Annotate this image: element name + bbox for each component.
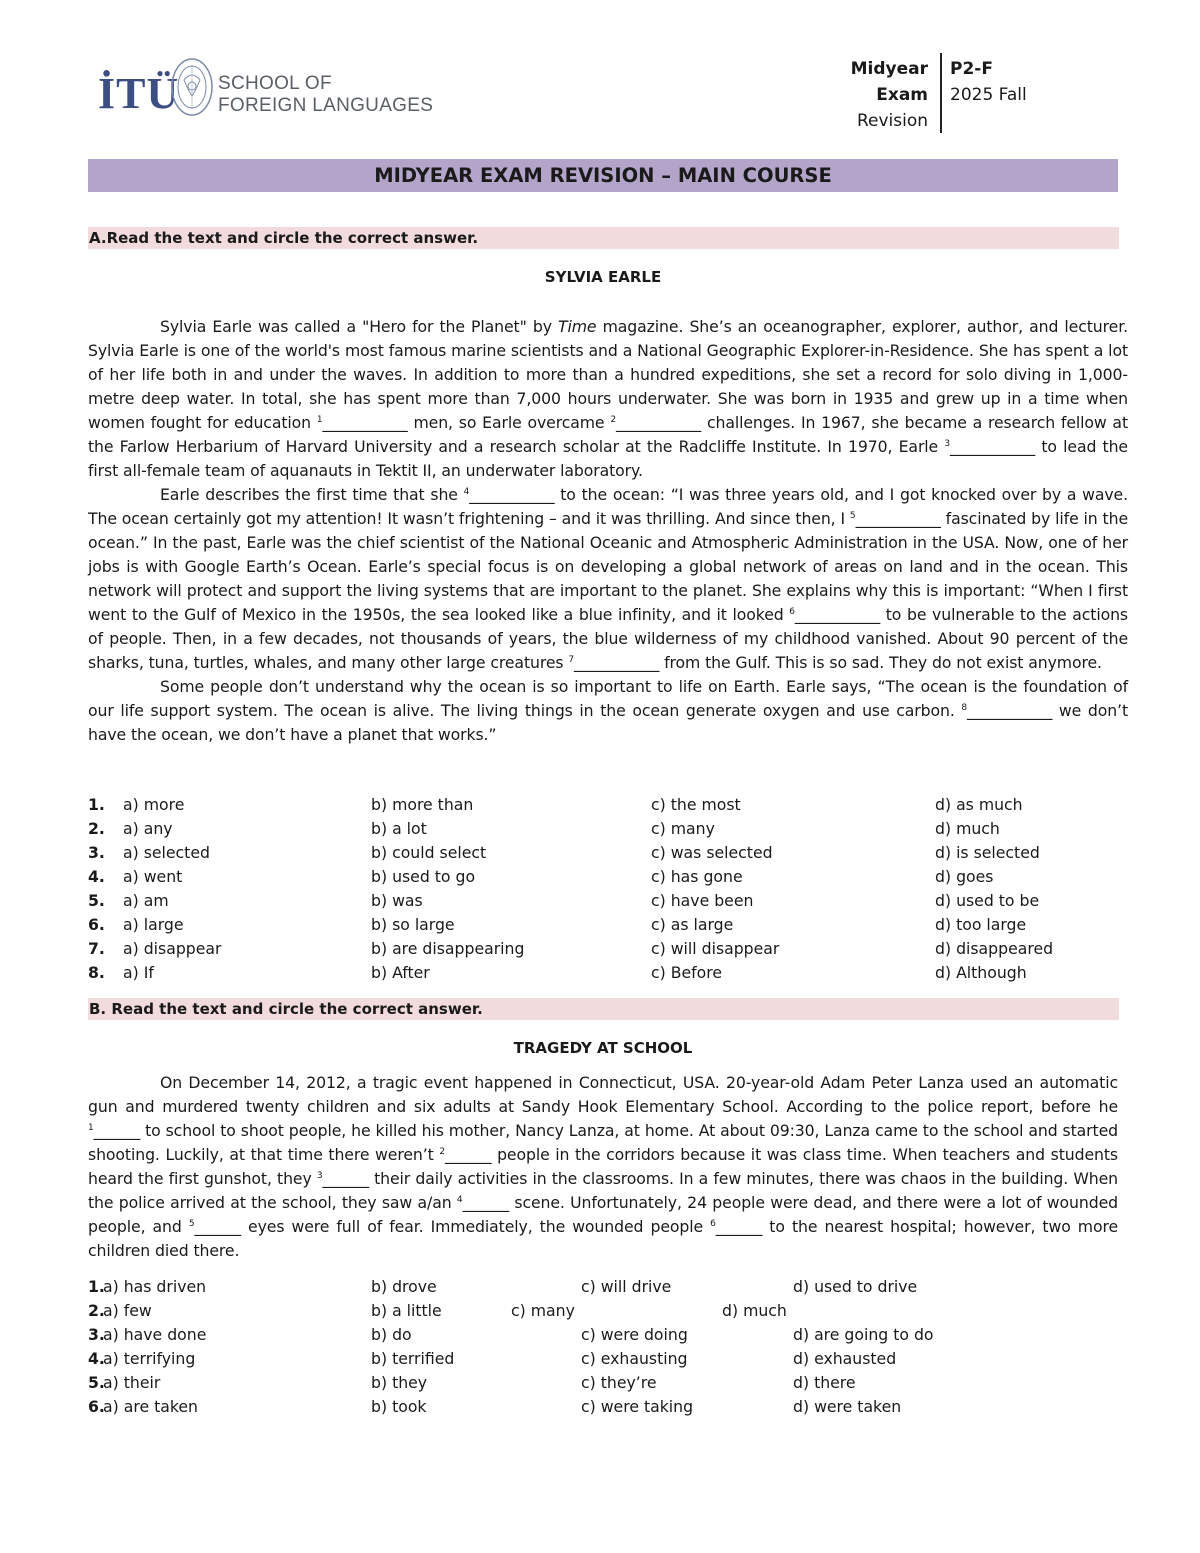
option-d[interactable]: d) is selected (935, 843, 1040, 862)
option-d[interactable]: d) goes (935, 867, 994, 886)
exam-type (780, 56, 928, 134)
option-d[interactable]: d) used to be (935, 891, 1040, 910)
passage-a-paragraph-2: Earle describes the first time that she $^4$___________ to the ocean: “I was three years old, and I got knocked over by a wave. The ocean certainly got my attention! It wasn’t frightening – and it was thrilling. And since then, I $^5$___________ fascinated by life in the ocean.” In the past, Earle was the chief scientist of the National Oceanic and Atmospheric Administration in the USA. Now, one of her jobs is with Google Earth’s Ocean. Earle’s special focus is on developing a global network of areas on land and in the ocean. This network will protect and support the living systems that are important to the planet. She explains why this is important: “When I first went to the Gulf of Mexico in the 1950s, the sea looked like a blue infinity, and it looked $^6$___________ to be vulnerable to the actions of people. Then, in a few decades, not thousands of years, the blue wilderness of my childhood vanished. About 90 percent of the sharks, tuna, turtles, whales, and many other large creatures $^7$___________ from the Gulf. This is so sad. They do not exist anymore. (88, 485, 1128, 672)
option-b[interactable]: b) a little (371, 1301, 442, 1320)
question-number: 2. (88, 819, 105, 838)
question-number: 1. (88, 795, 105, 814)
option-c[interactable]: c) the most (651, 795, 741, 814)
header-divider (940, 53, 942, 133)
option-d[interactable]: d) as much (935, 795, 1023, 814)
option-d[interactable]: d) disappeared (935, 939, 1054, 958)
gap-blank: ___________ (855, 509, 941, 528)
gap-blank: ______ (93, 1121, 141, 1140)
option-a[interactable]: a) disappear (123, 939, 222, 958)
question-number: 6. (88, 1397, 105, 1416)
option-c[interactable]: c) Before (651, 963, 723, 982)
passage-b-paragraph-1: On December 14, 2012, a tragic event happened in Connecticut, USA. 20-year-old Adam Peter Lanza used an automatic gun and murdered twenty children and six adults at Sandy Hook Elementary School. According to the police report, before he $^1$______ to school to shoot people, he killed his mother, Nancy Lanza, at home. At about 09:30, Lanza came to the school and started shooting. Luckily, at that time there weren’t $^2$______ people in the corridors because it was class time. When teachers and students heard the first gunshot, they $^3$______ their daily activities in the classrooms. In a few minutes, there was chaos in the building. When the police arrived at the school, they saw a/an $^4$______ scene. Unfortunately, 24 people were dead, and there were a lot of wounded people, and $^5$______ eyes were full of fear. Immediately, the wounded people $^6$______ to the nearest hospital; however, two more children died there. (88, 1073, 1119, 1260)
question-number: 5. (88, 891, 105, 910)
level-code: P2-F (950, 59, 993, 79)
passage-a-paragraph-1: Sylvia Earle was called a "Hero for the Planet" by Time magazine. She’s an oceanographer, explorer, author, and lecturer. Sylvia Earle is one of the world's most famous marine scientists and a National Geographic Explorer-in-Residence. She has spent a lot of her life both in and under the waves. In addition to more than a hundred expeditions, she set a record for solo diving in 1,000-metre deep water. In total, she has spent more than 7,000 hours underwater. She was born in 1935 and grew up in a time when women fought for education $^1$___________ men, so Earle overcame $^2$___________ challenges. In 1967, she became a research fellow at the Farlow Herbarium of Harvard University and a research scholar at the Radcliffe Institute. In 1970, Earle $^3$___________ to lead the first all-female team of aquanauts in Tektit II, an underwater laboratory. (88, 317, 1129, 480)
option-a[interactable]: a) terrifying (103, 1349, 196, 1368)
option-c[interactable]: c) as large (651, 915, 734, 934)
gap-blank: ______ (194, 1217, 241, 1236)
question-number: 1. (88, 1277, 105, 1296)
passage-b-title: TRAGEDY AT SCHOOL (513, 1039, 693, 1057)
gap-blank: ___________ (967, 701, 1053, 720)
school-name-line1: SCHOOL OF (218, 73, 332, 94)
option-d[interactable]: d) there (793, 1373, 856, 1392)
option-a[interactable]: a) selected (123, 843, 210, 862)
option-d[interactable]: d) were taken (793, 1397, 902, 1416)
school-name (218, 73, 433, 117)
section-b-instruction: B. Read the text and circle the correct answer. (88, 998, 1119, 1020)
option-d[interactable]: d) used to drive (793, 1277, 918, 1296)
option-a[interactable]: a) went (123, 867, 183, 886)
option-b[interactable]: b) a lot (371, 819, 427, 838)
exam-level-block (950, 56, 1027, 108)
passage-a-title: SYLVIA EARLE (544, 268, 662, 286)
section-a-instruction: A.Read the text and circle the correct answer. (88, 227, 1119, 249)
exam-type-line3: Revision (856, 111, 928, 131)
gap-blank: ______ (462, 1193, 510, 1212)
option-d[interactable]: d) too large (935, 915, 1027, 934)
option-d[interactable]: d) are going to do (793, 1325, 934, 1344)
passage-a (88, 315, 1128, 747)
option-c[interactable]: c) exhausting (581, 1349, 688, 1368)
question-number: 6. (88, 915, 105, 934)
option-d[interactable]: d) much (722, 1301, 787, 1320)
question-number: 5. (88, 1373, 105, 1392)
option-a[interactable]: a) has driven (103, 1277, 207, 1296)
option-a[interactable]: a) have done (103, 1325, 207, 1344)
gap-blank: ______ (322, 1169, 369, 1188)
option-b[interactable]: b) drove (371, 1277, 437, 1296)
question-number: 4. (88, 867, 105, 886)
option-b[interactable]: b) they (371, 1373, 428, 1392)
option-b[interactable]: b) used to go (371, 867, 476, 886)
option-a[interactable]: a) more (123, 795, 185, 814)
question-number: 3. (88, 1325, 105, 1344)
option-b[interactable]: b) terrified (371, 1349, 455, 1368)
option-b[interactable]: b) so large (371, 915, 455, 934)
option-a[interactable]: a) their (103, 1373, 161, 1392)
gap-blank: ___________ (794, 605, 881, 624)
term-label: 2025 Fall (950, 85, 1027, 105)
question-number: 2. (88, 1301, 105, 1320)
option-b[interactable]: b) more than (371, 795, 474, 814)
school-name-line2: FOREIGN LANGUAGES (218, 95, 434, 116)
gap-blank: ______ (444, 1145, 492, 1164)
gap-blank: ___________ (469, 485, 555, 504)
gap-blank: ___________ (322, 413, 408, 432)
option-c[interactable]: c) will disappear (651, 939, 780, 958)
gap-blank: ___________ (574, 653, 660, 672)
option-c[interactable]: c) will drive (581, 1277, 672, 1296)
gap-blank: ___________ (949, 437, 1036, 456)
option-c[interactable]: c) was selected (651, 843, 773, 862)
passage-b (88, 1071, 1118, 1263)
option-c[interactable]: c) were taking (581, 1397, 694, 1416)
option-a[interactable]: a) any (123, 819, 173, 838)
question-number: 3. (88, 843, 105, 862)
option-b[interactable]: b) could select (371, 843, 487, 862)
option-b[interactable]: b) took (371, 1397, 427, 1416)
option-d[interactable]: d) Although (935, 963, 1027, 982)
gap-blank: ___________ (615, 413, 702, 432)
option-b[interactable]: b) do (371, 1325, 412, 1344)
passage-a-paragraph-3: Some people don’t understand why the ocean is so important to life on Earth. Earle says, “The ocean is the foundation of our life support system. The ocean is alive. The living things in the ocean generate oxygen and use carbon. $^8$___________ we don’t have the ocean, we don’t have a planet that works.” (88, 677, 1128, 744)
option-c[interactable]: c) has gone (651, 867, 743, 886)
university-seal-icon (170, 56, 214, 118)
option-c[interactable]: c) have been (651, 891, 754, 910)
option-b[interactable]: b) are disappearing (371, 939, 525, 958)
option-a[interactable]: a) am (123, 891, 169, 910)
option-d[interactable]: d) exhausted (793, 1349, 897, 1368)
option-c[interactable]: c) were doing (581, 1325, 688, 1344)
question-number: 7. (88, 939, 105, 958)
option-a[interactable]: a) few (103, 1301, 152, 1320)
option-d[interactable]: d) much (935, 819, 1000, 838)
option-c[interactable]: c) many (651, 819, 715, 838)
option-c[interactable]: c) many (511, 1301, 575, 1320)
question-number: 4. (88, 1349, 105, 1368)
exam-type-line1: Midyear (850, 59, 928, 79)
option-c[interactable]: c) they’re (581, 1373, 657, 1392)
question-number: 8. (88, 963, 105, 982)
option-b[interactable]: b) was (371, 891, 423, 910)
exam-type-line2: Exam (876, 85, 928, 105)
option-a[interactable]: a) large (123, 915, 184, 934)
option-a[interactable]: a) If (123, 963, 154, 982)
gap-blank: ______ (715, 1217, 763, 1236)
itu-logo: İTÜ (98, 69, 180, 118)
option-a[interactable]: a) are taken (103, 1397, 198, 1416)
option-b[interactable]: b) After (371, 963, 430, 982)
page-title: MIDYEAR EXAM REVISION – MAIN COURSE (88, 159, 1118, 192)
